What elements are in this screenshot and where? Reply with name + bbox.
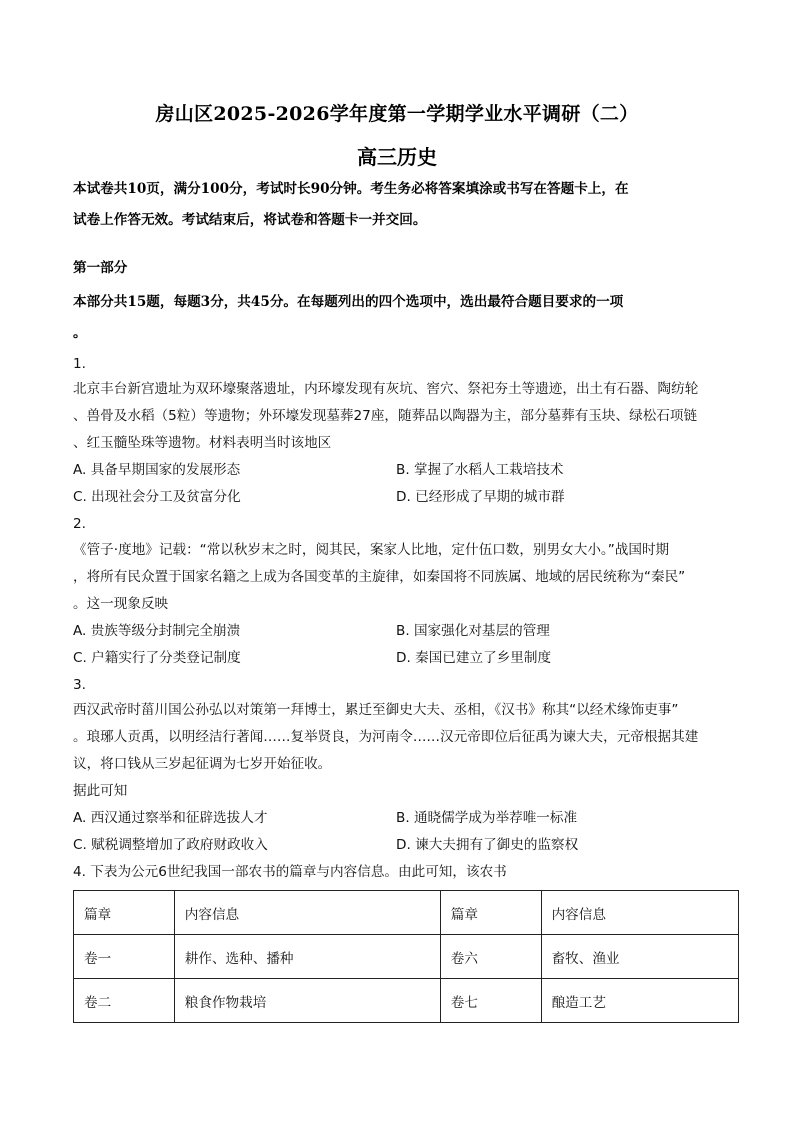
table-cell: 粮食作物栽培 — [174, 979, 440, 1023]
table-row — [74, 935, 739, 979]
table-cell: 酿造工艺 — [541, 979, 738, 1023]
table-header-row — [74, 891, 739, 935]
q2-option-c: C. 户籍实行了分类登记制度 — [73, 650, 241, 666]
q2-option-b: B. 国家强化对基层的管理 — [396, 623, 550, 639]
question-stem-line: 北京丰台新宫遗址为双环壕聚落遗址，内环壕发现有灰坑、窖穴、祭祀夯土等遗迹，出土有石器、陶纺轮 — [73, 381, 699, 397]
table-cell: 卷一 — [74, 935, 175, 979]
table-header-cell: 篇章 — [74, 891, 175, 935]
table-cell: 耕作、选种、播种 — [174, 935, 440, 979]
table-cell: 卷七 — [440, 979, 541, 1023]
table-cell: 卷二 — [74, 979, 175, 1023]
question-stem-line: 《管子·度地》记载：“常以秋岁末之时，阅其民，案家人比地，定什伍口数，别男女大小。”战国时期 — [73, 542, 670, 558]
q2-option-d: D. 秦国已建立了乡里制度 — [396, 650, 552, 666]
table-cell: 卷六 — [440, 935, 541, 979]
q3-option-d: D. 谏大夫拥有了御史的监察权 — [396, 837, 579, 853]
question-number: 1. — [73, 356, 86, 372]
q1-option-d: D. 已经形成了早期的城市群 — [396, 489, 565, 505]
question-stem-line: 议，将口钱从三岁起征调为七岁开始征收。 — [73, 756, 332, 772]
q3-option-b: B. 通晓儒学成为举荐唯一标准 — [396, 810, 578, 826]
question-stem-line: 、红玉髓坠珠等遗物。材料表明当时该地区 — [73, 435, 332, 451]
instructions-line-2: 试卷上作答无效。考试结束后，将试卷和答题卡一并交回。 — [73, 212, 427, 228]
question-stem-line: 据此可知 — [73, 783, 128, 799]
q3-option-a: A. 西汉通过察举和征辟选拔人才 — [73, 810, 268, 826]
question-stem-line: 。这一现象反映 — [73, 596, 169, 612]
question-stem-line: ，将所有民众置于国家名籍之上成为各国变革的主旋律，如秦国将不同族属、地域的居民统称为“秦民” — [73, 569, 686, 585]
subject-title: 高三历史 — [357, 145, 437, 169]
agriculture-book-table — [73, 890, 739, 1023]
question-stem-line: 4. 下表为公元6世纪我国一部农书的篇章与内容信息。由此可知，该农书 — [73, 864, 507, 880]
question-stem-line: 、兽骨及水稻（5粒）等遗物；外环壕发现墓葬27座，随葬品以陶器为主，部分墓葬有玉块、绿松石项链 — [73, 408, 698, 424]
question-number: 2. — [73, 516, 86, 532]
question-number: 3. — [73, 677, 86, 693]
part-description-line-1: 本部分共15题，每题3分，共45分。在每题列出的四个选项中，选出最符合题目要求的一项 — [73, 294, 624, 310]
table-row — [74, 979, 739, 1023]
q1-option-b: B. 掌握了水稻人工栽培技术 — [396, 462, 564, 478]
exam-title: 房山区2025-2026学年度第一学期学业水平调研（二） — [155, 103, 639, 125]
q1-option-a: A. 具备早期国家的发展形态 — [73, 462, 241, 478]
part-description-line-2: 。 — [73, 325, 87, 341]
table-header-cell: 内容信息 — [174, 891, 440, 935]
q2-option-a: A. 贵族等级分封制完全崩溃 — [73, 623, 241, 639]
instructions-line-1: 本试卷共10页，满分100分，考试时长90分钟。考生务必将答案填涂或书写在答题卡上，在 — [73, 181, 629, 197]
question-stem-line: 。琅琊人贡禹，以明经洁行著闻……复举贤良，为河南令……汉元帝即位后征禹为谏大夫，元帝根据其建 — [73, 729, 699, 745]
q1-option-c: C. 出现社会分工及贫富分化 — [73, 489, 241, 505]
table-cell: 畜牧、渔业 — [541, 935, 738, 979]
q3-option-c: C. 赋税调整增加了政府财政收入 — [73, 837, 268, 853]
part-heading: 第一部分 — [73, 260, 128, 276]
question-stem-line: 西汉武帝时菑川国公孙弘以对策第一拜博士，累迁至御史大夫、丞相，《汉书》称其“以经术缘饰吏事” — [73, 702, 679, 718]
table-header-cell: 内容信息 — [541, 891, 738, 935]
table-header-cell: 篇章 — [440, 891, 541, 935]
